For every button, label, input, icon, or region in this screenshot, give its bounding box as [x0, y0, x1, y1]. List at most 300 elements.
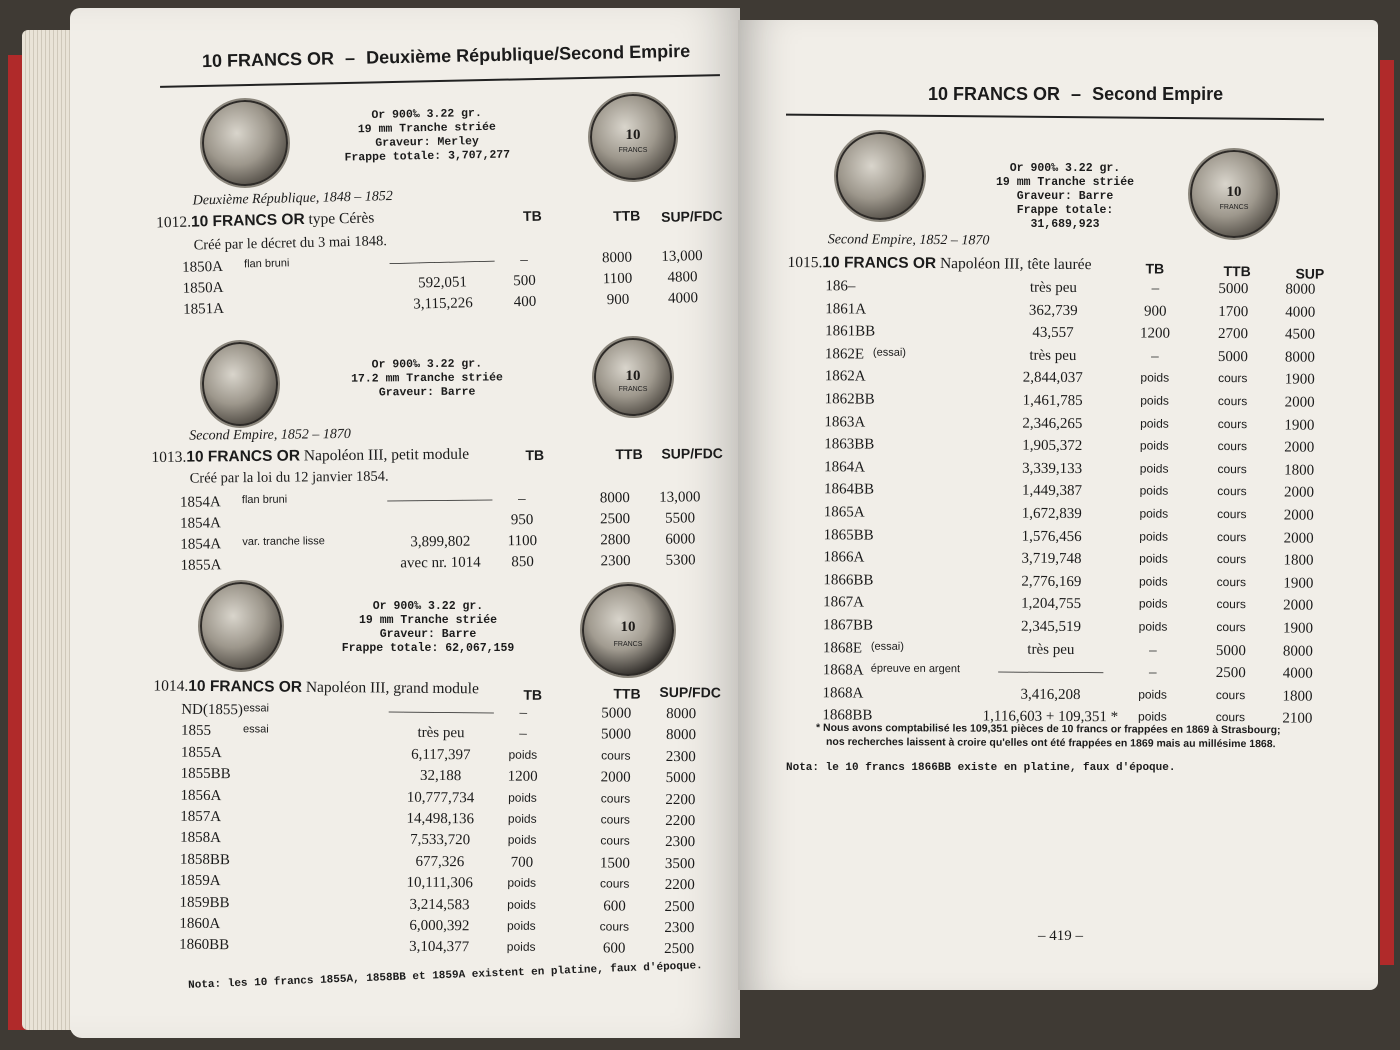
sup-cell: 5000	[665, 770, 696, 787]
coin-type: Napoléon III, petit module	[299, 445, 470, 465]
sup-cell: 8000	[1285, 281, 1316, 298]
sup-cell: 5300	[665, 552, 696, 569]
year-cell: 1855BB	[180, 765, 231, 783]
coin-type: type Cérès	[304, 209, 375, 228]
table-row	[784, 459, 1364, 485]
mintage-cell: 1,449,387	[1021, 483, 1083, 500]
coin-text: FRANCS	[613, 640, 643, 648]
mintage-cell: 2,844,037	[1022, 370, 1083, 387]
spec-line: 19 mm Tranche striée	[358, 614, 498, 627]
spec-line: Or 900‰ 3.22 gr.	[371, 357, 483, 372]
coin-value: 10	[620, 619, 636, 636]
sup-cell: 8000	[665, 727, 697, 744]
ttb-cell: cours	[1216, 574, 1247, 589]
tb-cell: poids	[506, 918, 536, 933]
tb-cell: poids	[1140, 416, 1169, 431]
book-cover-right	[1380, 60, 1394, 965]
tb-cell: poids	[1138, 687, 1167, 702]
ttb-cell: cours	[1215, 710, 1246, 725]
year-cell: 1854A	[180, 536, 222, 553]
mintage-cell: 1,576,456	[1021, 528, 1082, 545]
mintage-cell: 1,204,755	[1021, 596, 1082, 613]
spec-line: Graveur: Barre	[378, 385, 476, 400]
table-row	[784, 436, 1364, 462]
table-row	[785, 368, 1365, 394]
ttb-cell: 1700	[1218, 303, 1249, 320]
year-cell: 1855	[180, 723, 212, 740]
tb-cell: 1200	[507, 768, 538, 786]
mintage-cell: 10,777,734	[406, 789, 475, 806]
sup-cell: 2300	[664, 919, 695, 937]
year-cell: 1867BB	[822, 617, 874, 634]
col-tb: TB	[522, 207, 542, 225]
mintage-cell: 2,346,265	[1022, 415, 1083, 432]
spec-1014	[338, 600, 518, 656]
mintage-cell: très peu	[417, 725, 465, 742]
coin-name: 10 FRANCS OR	[188, 677, 303, 696]
year-cell: 1863A	[824, 413, 866, 431]
period-label: Second Empire, 1852 – 1870	[827, 232, 990, 249]
decree-text: Créé par la loi du 12 janvier 1854.	[189, 468, 389, 487]
col-tb: TB	[1145, 260, 1165, 277]
year-cell: 186–	[825, 278, 856, 295]
ttb-cell: cours	[1217, 507, 1247, 522]
tb-cell: poids	[507, 811, 537, 826]
year-cell: 1861A	[825, 300, 867, 318]
ttb-cell: 5000	[601, 705, 632, 722]
catalog-number: 1012.	[155, 213, 192, 232]
tb-cell: –	[1148, 664, 1157, 681]
tb-cell: 900	[1143, 303, 1167, 320]
ttb-cell: 1500	[599, 855, 630, 872]
tb-cell: –	[1151, 280, 1160, 297]
ttb-cell: cours	[1217, 416, 1248, 431]
header-rule	[786, 114, 1324, 121]
catalog-number: 1014.	[153, 677, 189, 695]
mintage-cell: 43,557	[1032, 324, 1074, 342]
table-row	[785, 301, 1365, 327]
reverse-coin-1012	[590, 94, 676, 180]
spec-line: 17.2 mm Tranche striée	[351, 371, 503, 386]
period-label: Second Empire, 1852 – 1870	[189, 426, 351, 444]
reverse-coin-1013	[594, 338, 672, 416]
ttb-cell: 1100	[602, 270, 633, 288]
ttb-cell: 8000	[599, 490, 630, 507]
note-cell: essai	[243, 723, 269, 736]
left-page	[70, 8, 740, 1038]
sup-cell: 4800	[667, 269, 698, 286]
sup-cell: 2000	[1283, 507, 1314, 524]
ttb-cell: 2700	[1218, 326, 1249, 343]
tb-cell: poids	[1138, 709, 1167, 725]
sup-cell: 13,000	[661, 247, 703, 265]
mintage-cell: 1,672,839	[1021, 505, 1082, 523]
year-cell: 1864BB	[823, 481, 875, 498]
tb-cell: poids	[1138, 574, 1168, 589]
year-cell: 1864A	[824, 459, 866, 476]
ttb-cell: cours	[1215, 687, 1246, 702]
year-cell: 1868BB	[822, 707, 873, 724]
ttb-cell: cours	[1217, 484, 1247, 499]
sup-cell: 1900	[1283, 575, 1314, 592]
sup-cell: 2000	[1283, 484, 1315, 502]
table-row	[785, 346, 1365, 372]
sup-cell: 1800	[1283, 552, 1314, 569]
year-cell: 1867A	[823, 594, 865, 611]
tb-cell: poids	[506, 939, 536, 955]
sup-cell: 4500	[1285, 326, 1316, 343]
year-cell: 1863BB	[824, 436, 875, 453]
mintage-cell: 3,115,226	[413, 295, 473, 313]
spec-line: Or 900‰ 3.22 gr.	[1009, 162, 1121, 175]
table-row	[783, 640, 1363, 666]
tb-cell: 1200	[1140, 325, 1171, 342]
tb-cell: poids	[1140, 370, 1170, 386]
coin-name: 10 FRANCS OR	[186, 447, 301, 466]
table-row	[785, 323, 1365, 349]
coin-value: 10	[625, 127, 641, 144]
tb-cell: 850	[511, 554, 534, 571]
coin-value: 10	[625, 368, 641, 385]
mintage-cell: 7,533,720	[410, 832, 471, 849]
year-cell: 1865BB	[823, 526, 874, 544]
mintage-cell: 6,117,397	[411, 746, 471, 764]
tb-cell: poids	[1140, 393, 1170, 408]
coin-name: 10 FRANCS OR	[190, 210, 305, 231]
spec-line: Frappe totale: 3,707,277	[344, 148, 511, 165]
ttb-cell: cours	[1217, 394, 1248, 409]
year-cell: 1857A	[180, 808, 222, 826]
year-cell: 1866A	[823, 549, 865, 566]
table-row	[784, 527, 1364, 553]
col-sup: SUP/FDC	[660, 207, 723, 225]
year-cell: 1858A	[180, 830, 222, 847]
obverse-coin-napoleon-petit	[202, 342, 278, 426]
ttb-cell: 2800	[600, 532, 631, 549]
spec-line: 19 mm Tranche striée	[995, 176, 1135, 189]
sup-cell: 2200	[664, 877, 695, 894]
year-cell: 1855A	[180, 744, 222, 761]
spec-line: Frappe totale: 62,067,159	[341, 642, 515, 655]
spec-line: Graveur: Barre	[1016, 190, 1114, 203]
year-cell: 1856A	[180, 787, 222, 804]
ttb-cell: 2500	[600, 511, 631, 528]
header-period: Second Empire	[1092, 84, 1224, 104]
table-row	[783, 662, 1363, 688]
header-denomination: 10 FRANCS OR	[928, 84, 1061, 104]
spec-line: Frappe totale: 31,689,923	[1016, 204, 1114, 231]
table-row	[783, 549, 1363, 575]
sup-cell: 2000	[1284, 394, 1315, 411]
ttb-cell: 600	[603, 898, 626, 915]
tb-cell: –	[519, 726, 527, 743]
sup-cell: 2000	[1283, 530, 1314, 547]
mintage-cell: 10,111,306	[406, 874, 474, 892]
mintage-cell: 3,214,583	[409, 896, 470, 913]
sup-cell: 8000	[1284, 349, 1315, 366]
sup-cell: 4000	[1285, 304, 1316, 321]
year-cell: 1859A	[179, 872, 221, 890]
col-ttb: TTB	[612, 207, 641, 224]
section-title	[788, 254, 1092, 274]
tb-cell: 1100	[507, 532, 538, 550]
ttb-cell: cours	[600, 833, 630, 849]
section-1012	[150, 182, 723, 335]
sup-cell: 6000	[665, 531, 696, 548]
sup-cell: 4000	[1282, 665, 1313, 682]
tb-cell: poids	[1138, 619, 1168, 634]
spec-line: Or 900‰ 3.22 gr.	[372, 600, 484, 613]
year-cell: 1854A	[179, 494, 221, 511]
year-cell: 1851A	[182, 300, 225, 318]
tb-cell: –	[518, 491, 526, 508]
mintage-cell: très peu	[1029, 279, 1077, 297]
spec-line: 19 mm Tranche striée	[357, 120, 496, 137]
page-number: – 419 –	[1038, 928, 1083, 944]
sup-cell: 8000	[1282, 643, 1313, 660]
section-title	[156, 209, 375, 232]
ttb-cell: 5000	[1215, 642, 1246, 659]
year-cell: 1862A	[824, 368, 866, 385]
coin-text: FRANCS	[1219, 204, 1249, 212]
col-ttb: TTB	[613, 685, 641, 702]
mintage-cell: 3,416,208	[1020, 686, 1081, 703]
reverse-coin-1014	[582, 584, 674, 676]
mintage-cell: ———————	[998, 663, 1104, 681]
mintage-cell: 592,051	[418, 274, 468, 292]
obverse-coin-ceres	[202, 100, 288, 186]
mintage-cell: 1,116,603 + 109,351 *	[982, 708, 1119, 726]
ttb-cell: cours	[1218, 371, 1248, 386]
ttb-cell: cours	[1216, 552, 1247, 567]
catalog-number: 1013.	[151, 448, 187, 467]
header-denomination: 10 FRANCS OR	[201, 48, 335, 72]
year-cell: 1850A	[181, 258, 224, 276]
tb-cell: 400	[513, 293, 537, 311]
table-row	[782, 685, 1362, 711]
year-cell: 1868E	[822, 639, 863, 657]
tb-cell: poids	[507, 832, 537, 848]
header-sep: –	[344, 47, 356, 69]
year-cell: 1862BB	[824, 391, 875, 408]
note-cell: (essai)	[872, 346, 907, 359]
table-row	[784, 481, 1364, 507]
year-cell: 1855A	[180, 557, 222, 574]
tb-cell: poids	[1139, 483, 1169, 499]
sup-cell: 1800	[1282, 688, 1313, 705]
sup-cell: 2200	[665, 791, 696, 808]
mintage-cell: avec nr. 1014	[400, 554, 481, 572]
sup-cell: 2100	[1282, 710, 1313, 728]
tb-cell: poids	[508, 747, 538, 762]
tb-cell: poids	[507, 897, 536, 912]
table-row	[784, 504, 1364, 530]
tb-cell: poids	[1139, 551, 1168, 566]
mintage-cell: 32,188	[419, 768, 462, 785]
sup-cell: 1800	[1284, 462, 1315, 479]
table-row	[785, 278, 1365, 304]
year-cell: ND(1855)	[181, 701, 243, 719]
obverse-coin-napoleon-laure	[836, 132, 924, 220]
coin-value: 10	[1226, 183, 1242, 200]
footnote-line-2: nos recherches laissent à croire qu'elles ont été frappées en 1869 mais au millésime 1868.	[825, 735, 1276, 751]
table-row	[785, 391, 1365, 417]
year-cell: 1868A	[822, 662, 864, 679]
tb-cell: –	[520, 251, 528, 269]
sup-cell: 2000	[1283, 597, 1314, 615]
mintage-cell: 3,104,377	[409, 939, 470, 956]
coin-type: Napoléon III, tête laurée	[936, 255, 1092, 274]
tb-cell: poids	[507, 875, 537, 891]
header-rule	[160, 74, 720, 88]
ttb-cell: cours	[601, 748, 631, 763]
ttb-cell: 8000	[601, 249, 633, 267]
col-tb: TB	[525, 446, 545, 464]
table-row	[783, 594, 1363, 620]
coin-text: FRANCS	[618, 385, 648, 393]
ttb-cell: cours	[1216, 619, 1246, 635]
mintage-cell: 677,326	[415, 853, 465, 871]
sup-cell: 2300	[665, 748, 696, 766]
ttb-cell: 5000	[1217, 348, 1248, 366]
mintage-cell: 2,345,519	[1020, 618, 1082, 636]
year-cell: 1865A	[823, 504, 865, 521]
nota-right: Nota: le 10 francs 1866BB existe en platine, faux d'époque.	[786, 762, 1176, 774]
header-sep: –	[1071, 84, 1082, 104]
ttb-cell: cours	[1217, 461, 1247, 477]
tb-cell: –	[1151, 348, 1159, 365]
ttb-cell: cours	[1217, 439, 1248, 454]
col-sup: SUP/FDC	[661, 445, 723, 462]
tb-cell: –	[1149, 642, 1157, 659]
ttb-cell: cours	[600, 876, 630, 891]
mintage-cell: très peu	[1027, 641, 1075, 658]
catalog-number: 1015.	[787, 253, 823, 272]
mintage-cell: ———————	[388, 703, 494, 721]
tb-cell: poids	[1139, 506, 1169, 521]
spec-1015	[980, 162, 1150, 232]
ttb-cell: 2500	[1215, 665, 1246, 682]
tb-cell: poids	[1139, 438, 1169, 453]
note-cell: épreuve en argent	[870, 662, 961, 676]
ttb-cell: 600	[602, 940, 626, 958]
sup-cell: 3500	[664, 855, 695, 873]
mintage-cell: 6,000,392	[409, 917, 470, 935]
sup-cell: 8000	[666, 705, 697, 723]
sup-cell: 1900	[1282, 620, 1314, 637]
table-row	[150, 552, 730, 580]
year-cell: 1854A	[180, 515, 222, 532]
mintage-cell: très peu	[1029, 347, 1077, 364]
ttb-cell: 2300	[600, 553, 631, 570]
sup-cell: 13,000	[659, 489, 701, 506]
ttb-cell: 900	[606, 291, 630, 309]
coin-type: Napoléon III, grand module	[301, 678, 479, 698]
note-cell: var. tranche lisse	[242, 535, 325, 549]
mintage-cell: 3,899,802	[410, 533, 471, 551]
ttb-cell: cours	[1216, 597, 1246, 612]
header-period: Deuxième République/Second Empire	[365, 40, 691, 68]
obverse-coin-napoleon-grand	[200, 582, 282, 670]
mintage-cell: 3,339,133	[1022, 460, 1083, 477]
mintage-cell: 2,776,169	[1021, 573, 1082, 590]
sup-cell: 2200	[665, 812, 696, 830]
tb-cell: 700	[510, 854, 534, 871]
decree-text: Créé par le décret du 3 mai 1848.	[193, 233, 388, 254]
spec-1013	[342, 357, 512, 400]
tb-cell: poids	[508, 790, 537, 805]
mintage-cell: ———————	[387, 491, 493, 509]
year-cell: 1866BB	[823, 572, 874, 589]
sup-cell: 2300	[665, 834, 696, 851]
section-1013	[149, 423, 731, 599]
note-cell: (essai)	[870, 640, 904, 653]
year-cell: 1868A	[822, 685, 864, 702]
ttb-cell: cours	[600, 790, 631, 806]
table-row	[149, 937, 729, 964]
mintage-cell: 14,498,136	[406, 810, 475, 828]
tb-cell: poids	[1139, 529, 1169, 544]
ttb-cell: 5000	[600, 726, 632, 744]
coin-text: FRANCS	[618, 146, 648, 154]
coin-name: 10 FRANCS OR	[822, 254, 937, 273]
tb-cell: 950	[510, 512, 534, 529]
sup-cell: 2000	[1284, 439, 1315, 456]
mintage-cell: 362,739	[1028, 302, 1078, 319]
year-cell: 1850A	[182, 279, 224, 297]
section-title	[153, 677, 479, 698]
sup-cell: 5500	[665, 510, 696, 527]
reverse-coin-1015	[1190, 150, 1278, 238]
col-ttb: TTB	[615, 445, 643, 463]
year-cell: 1861BB	[825, 323, 876, 340]
tb-cell: –	[519, 704, 528, 721]
nota-left: Nota: les 10 francs 1855A, 1858BB et 1859A existent en platine, faux d'époque.	[187, 960, 703, 992]
note-cell: flan bruni	[241, 493, 288, 507]
tb-cell: poids	[1139, 461, 1169, 476]
section-title	[151, 446, 469, 467]
year-cell: 1862E	[824, 346, 865, 363]
ttb-cell: cours	[599, 919, 630, 934]
note-cell: essai	[243, 702, 269, 715]
col-sup: SUP/FDC	[659, 683, 721, 701]
mintage-cell: ———————	[389, 252, 495, 272]
ttb-cell: cours	[1216, 529, 1247, 544]
year-cell: 1859BB	[179, 894, 230, 911]
left-page-header	[202, 41, 691, 72]
ttb-cell: 2000	[600, 769, 631, 786]
table-row	[783, 617, 1363, 643]
period-label: Deuxième République, 1848 – 1852	[192, 188, 393, 209]
mintage-cell: 3,719,748	[1021, 550, 1082, 568]
ttb-cell: 5000	[1218, 281, 1249, 298]
tb-cell: poids	[1138, 596, 1168, 612]
footnote-line-1: * Nous avons comptabilisé les 109,351 pièces de 10 francs or frappées en 1869 à Strasbourg;	[815, 721, 1281, 737]
section-1015	[782, 232, 1366, 746]
sup-cell: 1900	[1284, 417, 1315, 434]
col-ttb: TTB	[1223, 263, 1251, 280]
year-cell: 1860BB	[179, 937, 230, 954]
spec-line: Graveur: Barre	[379, 628, 477, 641]
spec-1012	[342, 107, 513, 166]
ttb-cell: cours	[600, 812, 631, 827]
spec-line: Graveur: Merley	[375, 135, 479, 150]
mintage-cell: 1,461,785	[1022, 392, 1083, 410]
sup-cell: 1900	[1284, 371, 1315, 389]
col-tb: TB	[523, 686, 543, 703]
spec-line: Or 900‰ 3.22 gr.	[371, 107, 482, 122]
sup-cell: 2500	[664, 898, 695, 915]
